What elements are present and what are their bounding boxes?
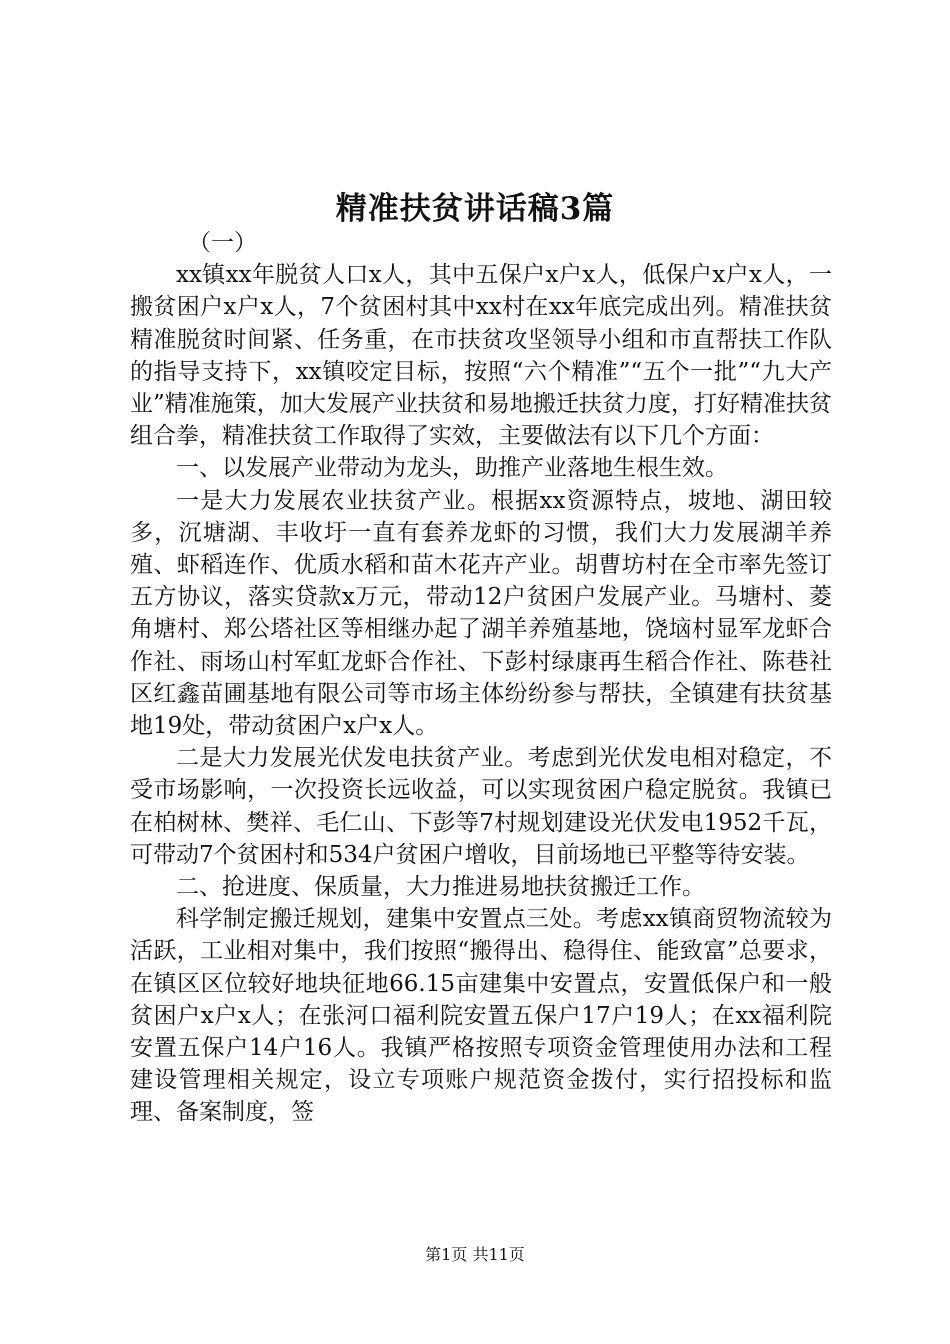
document-body bbox=[130, 227, 832, 1129]
heading-section-one: 一、以发展产业带动为龙头，助推产业落地生根生效。 bbox=[176, 455, 728, 482]
paragraph-photovoltaic: 二是大力发展光伏发电扶贫产业。考虑到光伏发电相对稳定，不受市场影响，一次投资长远收益，可以实现贫困户稳定脱贫。我镇已在柏树林、樊祥、毛仁山、下彭等7村规划建设光伏发电1952千瓦，可带动7个贫困村和534户贫困户增收，目前场地已平整等待安装。 bbox=[130, 745, 832, 868]
page-footer: 第1页 共11页 bbox=[425, 1245, 525, 1264]
paragraph-relocation: 科学制定搬迁规划，建集中安置点三处。考虑xx镇商贸物流较为活跃，工业相对集中，我们按照“搬得出、稳得住、能致富”总要求，在镇区区位较好地块征地66.15亩建集中安置点，安置低保户和一般贫困户x户x人；在张河口福利院安置五保户17户19人；在xx福利院安置五保户14户16人。我镇严格按照专项资金管理使用办法和工程建设管理相关规定，设立专项账户规范资金拨付，实行招投标和监理、备案制度，签 bbox=[130, 906, 832, 1126]
paragraph-agriculture: 一是大力发展农业扶贫产业。根据xx资源特点，坡地、湖田较多，沉塘湖、丰收圩一直有套养龙虾的习惯，我们大力发展湖羊养殖、虾稻连作、优质水稻和苗木花卉产业。胡曹坊村在全市率先签订五方协议，落实贷款x万元，带动12户贫困户发展产业。马塘村、菱角塘村、郑公塔社区等相继办起了湖羊养殖基地，饶垴村显军龙虾合作社、雨场山村军虹龙虾合作社、下彭村绿康再生稻合作社、陈巷社区红鑫苗圃基地有限公司等市场主体纷纷参与帮扶，全镇建有扶贫基地19处，带动贫困户x户x人。 bbox=[130, 487, 832, 740]
document-title: 精准扶贫讲话稿3篇 bbox=[335, 191, 615, 227]
paragraph-intro: xx镇xx年脱贫人口x人，其中五保户x户x人，低保户x户x人，一搬贫困户x户x人，7个贫困村其中xx村在xx年底完成出列。精准扶贫精准脱贫时间紧、任务重，在市扶贫攻坚领导小组和市直帮扶工作队的指导支持下，xx镇咬定目标，按照“六个精准”“五个一批”“九大产业”精准施策，加大发展产业扶贫和易地搬迁扶贫力度，打好精准扶贫组合拳，精准扶贫工作取得了实效，主要做法有以下几个方面： bbox=[130, 262, 832, 450]
heading-section-two: 二、抢进度、保质量，大力推进易地扶贫搬迁工作。 bbox=[176, 874, 705, 901]
section-number: （一） bbox=[188, 230, 257, 256]
